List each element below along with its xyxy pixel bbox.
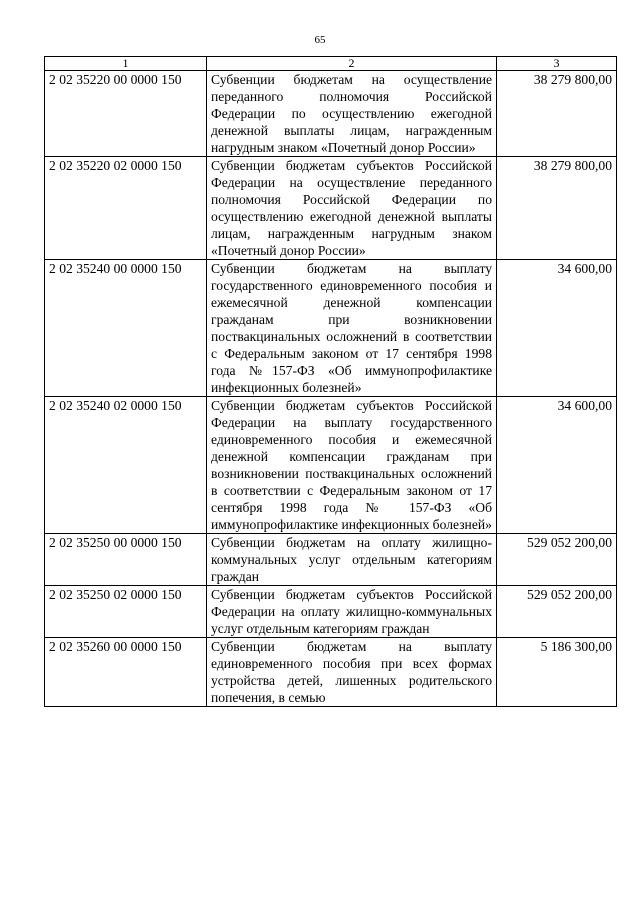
column-header-2: 2 (207, 57, 497, 71)
row-code: 2 02 35250 00 0000 150 (45, 534, 207, 586)
header-row (45, 57, 617, 71)
row-code: 2 02 35220 02 0000 150 (45, 157, 207, 260)
row-code: 2 02 35260 00 0000 150 (45, 638, 207, 707)
column-header-3: 3 (497, 57, 617, 71)
row-description: Субвенции бюджетам субъектов Российской Федерации на выплату государственного единовременного пособия и ежемесячной денежной компенсации гражданам при возникновении поствакцинальных осложнений в соответствии с Федеральным законом от 17 сентября 1998 года № 157-ФЗ «Об иммунопрофилактике инфекционных болезней» (207, 397, 497, 534)
table-row (45, 397, 617, 534)
row-amount: 34 600,00 (497, 260, 617, 397)
row-description: Субвенции бюджетам на выплату государственного единовременного пособия и ежемесячной денежной компенсации гражданам при возникновении поствакцинальных осложнений в соответствии с Федеральным законом от 17 сентября 1998 года №157-ФЗ «Об иммунопрофилактике инфекционных болезней» (207, 260, 497, 397)
row-amount: 38 279 800,00 (497, 71, 617, 157)
table-row (45, 260, 617, 397)
row-code: 2 02 35240 00 0000 150 (45, 260, 207, 397)
row-code: 2 02 35240 02 0000 150 (45, 397, 207, 534)
row-description: Субвенции бюджетам субъектов Российской Федерации на оплату жилищно-коммунальных услуг отдельным категориям граждан (207, 586, 497, 638)
row-amount: 5 186 300,00 (497, 638, 617, 707)
page-number: 65 (314, 34, 326, 46)
table-row (45, 534, 617, 586)
row-description: Субвенции бюджетам на оплату жилищно-коммунальных услуг отдельным категориям граждан (207, 534, 497, 586)
row-amount: 529 052 200,00 (497, 586, 617, 638)
table-header (45, 57, 617, 71)
row-amount: 34 600,00 (497, 397, 617, 534)
row-amount: 529 052 200,00 (497, 534, 617, 586)
row-description: Субвенции бюджетам субъектов Российской Федерации на осуществление переданного полномочия Российской Федерации по осуществлению ежегодной денежной выплаты лицам, награжденным нагрудным знаком «Почетный донор России» (207, 157, 497, 260)
table-row (45, 638, 617, 707)
table-body (45, 71, 617, 707)
table-row (45, 71, 617, 157)
row-code: 2 02 35250 02 0000 150 (45, 586, 207, 638)
row-description: Субвенции бюджетам на выплату единовременного пособия при всех формах устройства детей, лишенных родительского попечения, в семью (207, 638, 497, 707)
column-header-1: 1 (45, 57, 207, 71)
table-row (45, 157, 617, 260)
row-code: 2 02 35220 00 0000 150 (45, 71, 207, 157)
row-description: Субвенции бюджетам на осуществление переданного полномочия Российской Федерации по осуществлению ежегодной денежной выплаты лицам, награжденным нагрудным знаком «Почетный донор России» (207, 71, 497, 157)
table-row (45, 586, 617, 638)
row-amount: 38 279 800,00 (497, 157, 617, 260)
budget-table (44, 56, 617, 707)
